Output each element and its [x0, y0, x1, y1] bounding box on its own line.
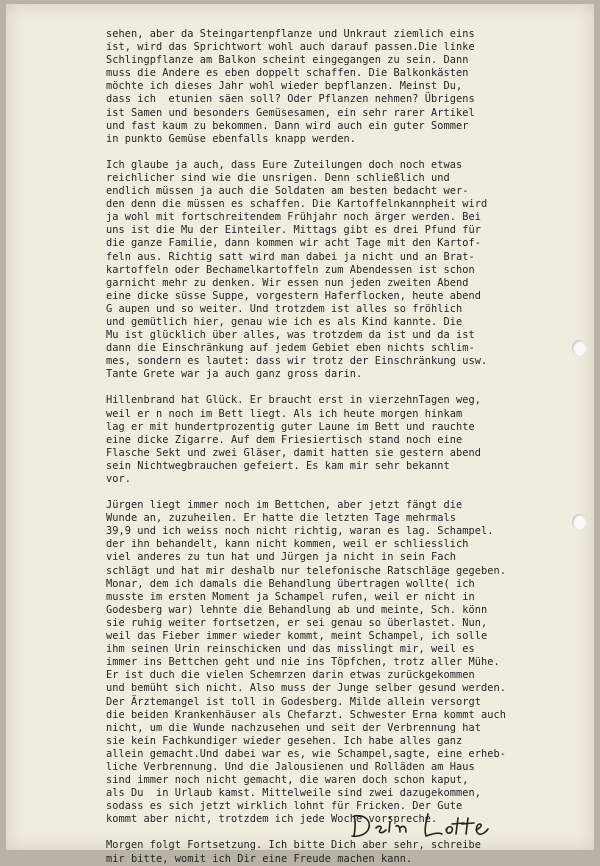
text-line: und bemüht sich nicht. Also muss der Junge selber gesund werden.	[106, 682, 506, 695]
text-line: kommt aber nicht, trotzdem ich jede Woche vorspreche.	[106, 813, 438, 826]
text-line: sein Nichtwegbrauchen gefeiert. Es kam mir sehr bekannt	[106, 459, 450, 472]
text-line: Der Ärztemangel ist toll in Godesberg. Milde allein versorgt	[106, 695, 481, 708]
text-line: möchte ich dieses Jahr wohl wieder bepflanzen. Meinst Du,	[106, 80, 463, 93]
text-line: Jürgen liegt immer noch im Bettchen, aber jetzt fängt die	[106, 499, 463, 512]
text-line: eine dicke süsse Suppe, vorgestern Haferflocken, heute abend	[106, 289, 481, 302]
text-line: viel anderes zu tun hat und Jürgen ja nicht in sein Fach	[106, 551, 456, 564]
text-line: Mu ist glücklich über alles, was trotzdem da ist und da ist	[106, 329, 475, 342]
text-line: vor.	[106, 473, 131, 485]
text-line: dann die Einschränkung auf jedem Gebiet eben nichts schlim-	[106, 342, 475, 355]
text-line: feln aus. Richtig satt wird man dabei ja nicht und an Brat-	[106, 250, 475, 263]
text-line: garnicht mehr zu denken. Wir essen nun jeden zweiten Abend	[106, 276, 469, 289]
letter-paragraph	[106, 839, 584, 865]
text-line: dass ich etunien säen soll? Oder Pflanzen nehmen? Übrigens	[106, 93, 475, 106]
text-line: weil er n noch im Bett liegt. Als ich heute morgen hinkam	[106, 407, 463, 420]
text-line: mes, sondern es lautet: dass wir trotz der Einschränkung usw.	[106, 355, 488, 368]
letter-body	[106, 28, 584, 866]
text-line: der ihn behandelt, kann nicht kommen, weil er schliesslich	[106, 538, 469, 551]
letter-page	[6, 4, 594, 865]
text-line: muss die Andere es eben doppelt schaffen. Die Balkonkästen	[106, 67, 469, 80]
text-line: mir bitte, womit ich Dir eine Freude machen kann.	[106, 852, 413, 865]
text-line: sie ruhig weiter fortsetzen, er sei genau so überlastet. Nun,	[106, 616, 488, 629]
letter-paragraph	[106, 28, 584, 146]
text-line: musste im ersten Moment ja Schampel rufen, weil er nicht in	[106, 590, 475, 603]
text-line: 39,9 und ich weiss noch nicht richtig, waran es lag. Schampel.	[106, 525, 494, 538]
letter-paragraph	[106, 159, 584, 382]
text-line: Schlingpflanze am Balkon scheint eingegangen zu sein. Dann	[106, 54, 469, 67]
text-line: Hillenbrand hat Glück. Er braucht erst in vierzehnTagen weg,	[106, 394, 481, 407]
text-line: lag er mit hundertprozentig guter Laune im Bett und rauchte	[106, 420, 475, 433]
text-line: Ich glaube ja auch, dass Eure Zuteilungen doch noch etwas	[106, 158, 463, 171]
text-line: Wunde an, zuzuheilen. Er hatte die letzten Tage mehrmals	[106, 512, 456, 525]
text-line: reichlicher sind wie die unsrigen. Denn schließlich und	[106, 171, 450, 184]
text-line: nicht, um die Wunde nachzusehen und seit der Verbrennung hat	[106, 721, 481, 734]
text-line: Er ist duch die vielen Schemrzen darin etwas zurückgekommen	[106, 669, 475, 682]
text-line: ja wohl mit fortschreitendem Frühjahr noch ärger werden. Bei	[106, 211, 481, 224]
letter-paragraph	[106, 394, 584, 486]
text-line: ist, wird das Sprichtwort wohl auch darauf passen.Die linke	[106, 41, 475, 54]
text-line: den denn die müssen es schaffen. Die Kartoffelnkannpheit wird	[106, 198, 488, 211]
text-line: weil das Fieber immer wieder kommt, meint Schampel, ich solle	[106, 630, 488, 643]
text-line: die ganze Familie, dann kommen wir acht Tage mit den Kartof-	[106, 237, 481, 250]
text-line: und fast kaum zu bekommen. Dann wird auch ein guter Sommer	[106, 119, 469, 132]
text-line: und gemütlich hier, genau wie ich es als Kind kannte. Die	[106, 315, 463, 328]
text-line: uns ist die Mu der Einteiler. Mittags gibt es drei Pfund für	[106, 224, 481, 237]
text-line: als Du in Urlaub kamst. Mittelweile sind zwei dazugekommen,	[106, 787, 481, 800]
text-line: Flasche Sekt und zwei Gläser, damit hatten sie gestern abend	[106, 446, 481, 459]
letter-paragraph	[106, 499, 584, 826]
text-line: Godesberg war) lehnte die Behandlung ab und meinte, Sch. könn	[106, 603, 488, 616]
text-line: schlägt und hat mir deshalb nur telefonische Ratschläge gegeben.	[106, 564, 506, 577]
text-line: die beiden Krankenhäuser als Chefarzt. Schwester Erna kommt auch	[106, 708, 506, 721]
text-line: eine dicke Zigarre. Auf dem Friesiertisch stand noch eine	[106, 433, 463, 446]
text-line: sehen, aber da Steingartenpflanze und Unkraut ziemlich eins	[106, 28, 475, 40]
text-line: sodass es sich jetzt wirklich lohnt für Fricken. Der Gute	[106, 800, 463, 813]
text-line: G aupen und so weiter. Und trotzdem ist alles so fröhlich	[106, 302, 463, 315]
text-line: Tante Grete war ja auch ganz gross darin.	[106, 368, 363, 381]
text-line: in punkto Gemüse ebenfalls knapp werden.	[106, 132, 356, 145]
text-line: Morgen folgt Fortsetzung. Ich bitte Dich aber sehr, schreibe	[106, 839, 481, 852]
text-line: ihm seinen Urin reinschicken und das misslingt mir, weil es	[106, 643, 475, 656]
text-line: ist Samen und besonders Gemüsesamen, ein sehr rarer Artikel	[106, 106, 475, 119]
text-line: immer ins Bettchen geht und nie ins Töpfchen, trotz aller Mühe.	[106, 656, 500, 669]
handwritten-signature	[346, 808, 506, 842]
text-line: Monar, dem ich damals die Behandlung übertragen wollte( ich	[106, 577, 475, 590]
text-line: endlich müssen ja auch die Soldaten am besten bedacht wer-	[106, 185, 469, 198]
text-line: kartoffeln oder Bechamelkartoffeln zum Abendessen ist schon	[106, 263, 475, 276]
text-line: liche Verbrennung. Und die Jalousienen und Rolläden am Haus	[106, 760, 475, 773]
text-line: sind immer noch nicht gemacht, die waren doch schon kaput,	[106, 774, 469, 787]
text-line: allein gemacht.Und dabei war es, wie Schampel,sagte, eine erheb-	[106, 747, 506, 760]
text-line: sie kein Fachkundiger wieder gesehen. Ich habe alles ganz	[106, 734, 463, 747]
